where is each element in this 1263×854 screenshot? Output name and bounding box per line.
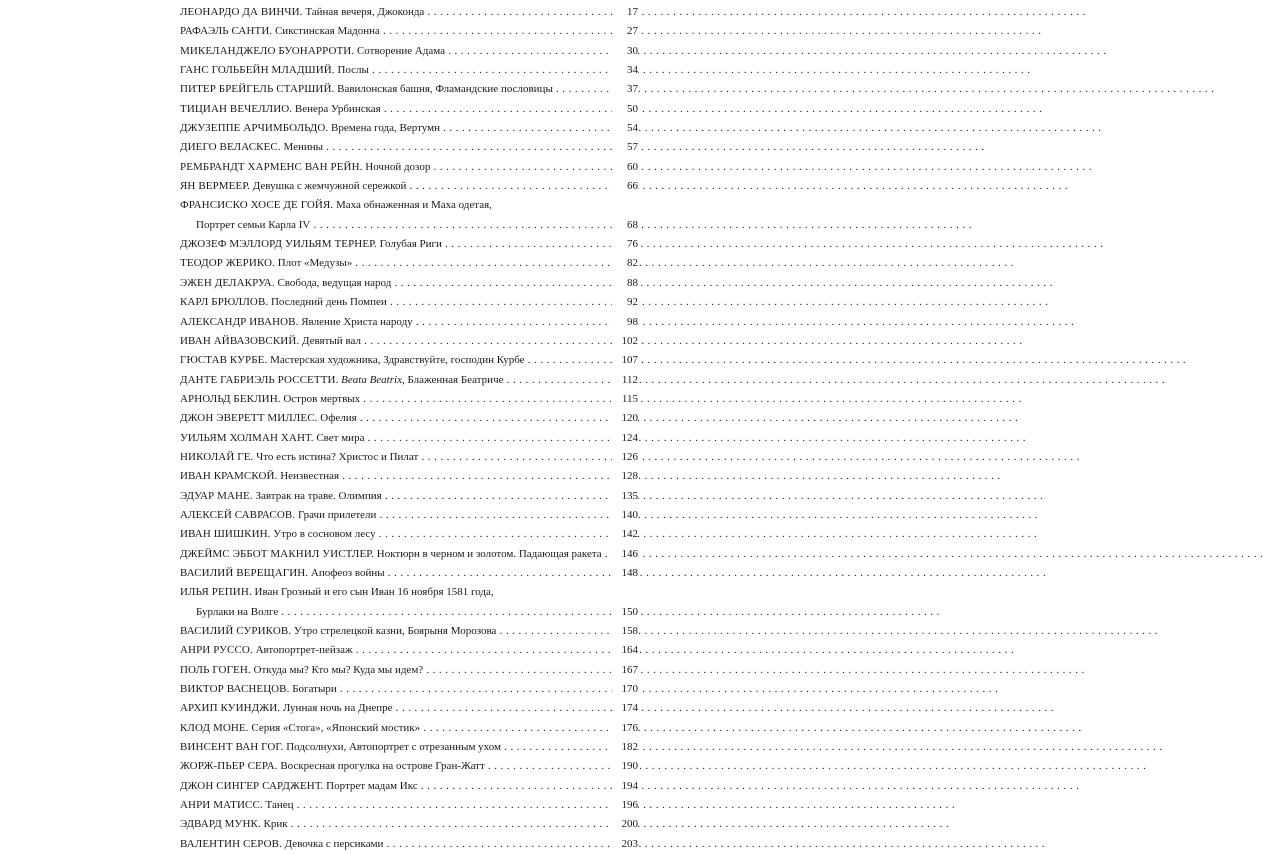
artwork-title-text: Серия «Стога», «Японский мостик» <box>251 721 421 734</box>
toc-entry <box>0 467 815 486</box>
toc-entry <box>0 216 815 235</box>
artwork-title-text: Подсолнухи, Автопортрет с отрезанным ухом <box>286 741 501 754</box>
artwork-title <box>277 277 391 289</box>
toc-entry <box>0 719 815 738</box>
artist-name: МИКЕЛАНДЖЕЛО БУОНАРРОТИ. <box>180 44 355 57</box>
page-number: 124 <box>612 429 638 448</box>
page-number: 82 <box>612 254 638 273</box>
artwork-title <box>377 548 602 560</box>
artwork-title-text: Портрет семьи Карла IV <box>196 218 311 231</box>
toc-entry-text <box>180 815 636 834</box>
toc-entry-text <box>180 409 636 428</box>
artist-name: ЭДУАР МАНЕ. <box>180 489 253 502</box>
page-number: 68 <box>612 216 638 235</box>
toc-entry-text <box>180 757 636 776</box>
page-number: 164 <box>612 641 638 660</box>
toc-entry <box>0 371 815 390</box>
artist-name: ЖОРЖ-ПЬЕР СЕРА. <box>180 760 278 773</box>
artwork-title-text: Крик <box>263 818 288 831</box>
artist-name: АНРИ РУССО. <box>180 644 253 657</box>
toc-entry <box>0 42 815 61</box>
artwork-title-text: Явление Христа народу <box>301 315 413 328</box>
toc-entry-text <box>180 429 636 448</box>
artist-name: АНРИ МАТИСС. <box>180 799 263 812</box>
artwork-title <box>253 180 407 192</box>
page-number: 135 <box>612 487 638 506</box>
toc-entry <box>0 138 815 157</box>
artist-name: ДЖОН СИНГЕР САРДЖЕНТ. <box>180 779 324 792</box>
artist-name: ЛЕОНАРДО ДА ВИНЧИ. <box>180 6 303 18</box>
artwork-title <box>285 838 384 850</box>
page-number: 176 <box>612 719 638 738</box>
artist-name: ЭДВАРД МУНК. <box>180 818 261 831</box>
toc-entry-text <box>180 796 636 815</box>
artwork-title <box>320 412 356 424</box>
artist-name: ДЖОЗЕФ МЭЛЛОРД УИЛЬЯМ ТЕРНЕР. <box>180 238 377 251</box>
artwork-title <box>357 45 445 57</box>
toc-entry <box>0 177 815 196</box>
toc-entry-text <box>180 61 636 80</box>
toc-entry-text <box>180 487 636 506</box>
artwork-title-text: Откуда мы? Кто мы? Куда мы идем? <box>253 663 424 676</box>
artist-name: АРХИП КУИНДЖИ. <box>180 702 281 715</box>
toc-entry <box>0 274 815 293</box>
artist-name: ДАНТЕ ГАБРИЭЛЬ РОССЕТТИ. <box>180 373 339 386</box>
artwork-title-text: Апофеоз войны <box>310 566 385 579</box>
artwork-title <box>286 741 501 753</box>
page-number: 150 <box>612 603 638 622</box>
artwork-title-text: Офелия <box>320 412 357 425</box>
page-number: 120 <box>612 409 638 428</box>
artwork-title <box>311 567 385 579</box>
artwork-title-text: Иван Грозный и его сын Иван 16 ноября 1581 года, <box>254 586 494 599</box>
toc-entry <box>0 351 815 370</box>
artwork-title-text: Тайная вечеря, Джоконда <box>305 6 425 18</box>
artwork-title <box>255 490 381 502</box>
toc-entry-text <box>180 545 636 564</box>
artwork-title <box>331 122 440 134</box>
page-number: 128 <box>612 467 638 486</box>
artwork-title <box>270 354 525 366</box>
toc-entry <box>0 603 815 622</box>
toc-entry-text <box>180 332 636 351</box>
toc-entry <box>0 22 815 41</box>
toc-entry-text <box>196 603 636 622</box>
page-number: 190 <box>612 757 638 776</box>
artwork-title <box>302 335 361 347</box>
artwork-title-text: Венера Урбинская <box>294 102 381 115</box>
toc-entry <box>0 525 815 544</box>
artwork-title <box>283 141 323 153</box>
toc-entry-text <box>180 680 636 699</box>
artwork-title-text: Ноктюрн в черном и золотом. Падающая ракета <box>376 547 602 560</box>
toc-entry <box>0 641 815 660</box>
artwork-title-text: Голубая Риги <box>379 238 442 251</box>
toc-entry-text <box>180 506 636 525</box>
toc-entry <box>0 796 815 815</box>
artwork-title-text: Вавилонская башня, Фламандские пословицы <box>337 83 553 96</box>
artist-name: КЛОД МОНЕ. <box>180 721 249 734</box>
toc-entry <box>0 80 815 99</box>
toc-entry <box>0 506 815 525</box>
toc-entry-text <box>180 448 636 467</box>
toc-entry-text <box>180 738 636 757</box>
toc-entry <box>0 390 815 409</box>
artist-name: ДЖУЗЕППЕ АРЧИМБОЛЬДО. <box>180 122 329 135</box>
artwork-title-text: Неизвестная <box>280 470 340 483</box>
page-number: 148 <box>612 564 638 583</box>
page-number: 66 <box>612 177 638 196</box>
toc-entry <box>0 583 815 602</box>
artist-name: ВАСИЛИЙ СУРИКОВ. <box>180 625 292 637</box>
artist-name: РЕМБРАНДТ ХАРМЕНС ВАН РЕЙН. <box>180 160 363 173</box>
toc-entry-text <box>180 835 636 854</box>
toc-entry-text <box>180 196 636 215</box>
artwork-title-text: Утро в сосновом лесу <box>273 528 376 541</box>
toc-entry-text <box>180 177 636 196</box>
toc-entry <box>0 777 815 796</box>
page-number: 146 <box>612 545 638 564</box>
artwork-title-text: Времена года, Вертумн <box>331 122 440 135</box>
artwork-title-text: Танец <box>265 799 294 812</box>
artwork-title <box>341 374 503 386</box>
toc-entry <box>0 409 815 428</box>
artist-name: ИВАН АЙВАЗОВСКИЙ. <box>180 334 300 347</box>
toc-entry <box>0 738 815 757</box>
page-number: 88 <box>612 274 638 293</box>
page-number: 203 <box>612 835 638 854</box>
artist-name: ДЖОН ЭВЕРЕТТ МИЛЛЕС. <box>180 412 318 425</box>
artwork-title <box>264 818 288 830</box>
artwork-title-text: Послы <box>337 64 369 77</box>
artist-name: АРНОЛЬД БЕКЛИН. <box>180 392 281 405</box>
toc-entry-text <box>180 661 636 680</box>
page-number: 30 <box>612 42 638 61</box>
toc-entry <box>0 293 815 312</box>
artwork-title <box>254 664 424 676</box>
toc-entry <box>0 815 815 834</box>
artwork-title <box>283 393 360 405</box>
page-number: 34 <box>612 61 638 80</box>
artist-name: ИВАН ШИШКИН. <box>180 528 271 541</box>
page-number: 102 <box>612 332 638 351</box>
page-number: 98 <box>612 313 638 332</box>
artwork-title <box>337 83 553 95</box>
artwork-title <box>295 103 381 115</box>
artist-name: ВАСИЛИЙ ВЕРЕЩАГИН. <box>180 566 309 579</box>
artwork-title-text: Остров мертвых <box>283 392 361 405</box>
artist-name: ЭЖЕН ДЕЛАКРУА. <box>180 276 275 289</box>
artwork-title-text: , Блаженная Беатриче <box>401 373 504 386</box>
artist-name: ПОЛЬ ГОГЕН. <box>180 663 251 676</box>
page-number: 142 <box>612 525 638 544</box>
toc-entry-text <box>196 216 636 235</box>
toc-entry <box>0 119 815 138</box>
artist-name: УИЛЬЯМ ХОЛМАН ХАНТ. <box>180 431 314 444</box>
artwork-title <box>336 199 492 211</box>
toc-entry <box>0 429 815 448</box>
artwork-title-text: Девочка с персиками <box>284 837 384 850</box>
artwork-title <box>316 432 364 444</box>
artist-name: ЯН ВЕРМЕЕР. <box>180 180 251 193</box>
artwork-title <box>298 509 377 521</box>
page-number: 54 <box>612 119 638 138</box>
page-number: 182 <box>612 738 638 757</box>
page-number: 200 <box>612 815 638 834</box>
artwork-title <box>305 6 424 18</box>
artwork-title <box>196 219 310 231</box>
page-number: 17 <box>612 3 638 22</box>
toc-entry <box>0 196 815 215</box>
artwork-title-text: Сикстинская Мадонна <box>274 25 380 38</box>
toc-entry <box>0 3 815 22</box>
artist-name: ВИНСЕНТ ВАН ГОГ. <box>180 741 284 754</box>
toc-entry <box>0 448 815 467</box>
page-number: 158 <box>612 622 638 641</box>
page-number: 60 <box>612 158 638 177</box>
artist-name: АЛЕКСАНДР ИВАНОВ. <box>180 315 299 328</box>
artist-name: ВИКТОР ВАСНЕЦОВ. <box>180 683 290 696</box>
artwork-title-text: Менины <box>283 141 324 154</box>
artwork-title <box>280 760 484 772</box>
toc-entry-text <box>180 22 636 41</box>
page-number: 27 <box>612 22 638 41</box>
artist-name: ВАЛЕНТИН СЕРОВ. <box>180 837 282 850</box>
artist-name: ДЖЕЙМС ЭББОТ МАКНИЛ УИСТЛЕР. <box>180 547 374 560</box>
artwork-title <box>326 780 418 792</box>
toc-entry-text <box>180 583 636 602</box>
artwork-title-text: Портрет мадам Икс <box>326 779 418 792</box>
page-number: 37 <box>612 80 638 99</box>
toc-entry-text <box>180 235 636 254</box>
artist-name: КАРЛ БРЮЛЛОВ. <box>180 296 269 309</box>
artwork-title-text: Плот «Медузы» <box>277 257 353 270</box>
toc-entry-text <box>180 525 636 544</box>
toc-entry-text <box>180 467 636 486</box>
toc-entry-text <box>180 641 636 660</box>
artist-name: ДИЕГО ВЕЛАСКЕС. <box>180 141 281 154</box>
artwork-title <box>256 644 353 656</box>
artwork-title <box>275 25 380 37</box>
artwork-title <box>196 606 278 618</box>
artwork-title-text: Лунная ночь на Днепре <box>282 702 393 715</box>
toc-entry-text <box>180 777 636 796</box>
page-number: 76 <box>612 235 638 254</box>
toc-entry <box>0 254 815 273</box>
toc-entry-text <box>180 371 636 390</box>
toc-entry <box>0 699 815 718</box>
toc-entry <box>0 622 815 641</box>
artwork-title <box>280 470 339 482</box>
toc-entry <box>0 835 815 854</box>
toc-entry-text <box>180 719 636 738</box>
page-number: 167 <box>612 661 638 680</box>
page-number: 115 <box>612 390 638 409</box>
artwork-title-text: Утро стрелецкой казни, Боярыня Морозова <box>293 625 497 637</box>
page-number: 196 <box>612 796 638 815</box>
toc-entry-text <box>180 390 636 409</box>
artwork-title-text: Свет мира <box>316 431 365 444</box>
page-number: 57 <box>612 138 638 157</box>
toc-entry <box>0 158 815 177</box>
artwork-title-text: Что есть истина? Христос и Пилат <box>256 450 419 463</box>
artwork-title <box>255 586 494 598</box>
toc-entry <box>0 313 815 332</box>
artwork-title <box>266 799 294 811</box>
toc-entry <box>0 680 815 699</box>
toc-entry-text <box>180 158 636 177</box>
artwork-title <box>273 528 375 540</box>
toc-entry <box>0 487 815 506</box>
artwork-title-text: Воскресная прогулка на острове Гран-Жатт <box>280 760 485 773</box>
artwork-title-text: Грачи прилетели <box>297 508 377 521</box>
page-number: 112 <box>612 371 638 390</box>
artist-name: НИКОЛАЙ ГЕ. <box>180 450 254 463</box>
toc-entry-text <box>180 119 636 138</box>
artwork-title-text: Автопортрет-пейзаж <box>255 644 353 657</box>
artist-name: ИВАН КРАМСКОЙ. <box>180 470 278 483</box>
artwork-title-text: Ночной дозор <box>365 160 431 173</box>
toc-entry-text <box>180 351 636 370</box>
page-number: 107 <box>612 351 638 370</box>
artwork-title <box>337 64 368 76</box>
artist-name: ПИТЕР БРЕЙГЕЛЬ СТАРШИЙ. <box>180 83 335 96</box>
toc-entry-text <box>180 3 636 22</box>
artist-name: ГАНС ГОЛЬБЕЙН МЛАДШИЙ. <box>180 64 335 77</box>
artist-name: ИЛЬЯ РЕПИН. <box>180 586 252 599</box>
toc-entry-text <box>180 80 636 99</box>
toc-entry <box>0 564 815 583</box>
page-number: 170 <box>612 680 638 699</box>
toc-entry-text <box>180 564 636 583</box>
artist-name: АЛЕКСЕЙ САВРАСОВ. <box>180 508 296 521</box>
page-number: 126 <box>612 448 638 467</box>
artwork-title <box>271 296 387 308</box>
artwork-title-text: Бурлаки на Волге <box>196 605 279 618</box>
toc-entry-text <box>180 138 636 157</box>
toc-entry-text <box>180 699 636 718</box>
artwork-title <box>283 702 393 714</box>
toc-entry-text <box>180 100 636 119</box>
toc-entry-text <box>180 254 636 273</box>
toc-entry <box>0 235 815 254</box>
toc-entry <box>0 61 815 80</box>
artwork-title <box>251 722 420 734</box>
toc-entry <box>0 545 815 564</box>
artwork-title-italic: Beata Beatrix <box>341 373 402 386</box>
artist-name: ТЕОДОР ЖЕРИКО. <box>180 257 275 270</box>
artwork-title-text: Богатыри <box>292 683 337 696</box>
artwork-title-text: Мастерская художника, Здравствуйте, господин Курбе <box>270 354 525 367</box>
toc-entry-text <box>180 622 636 641</box>
toc-entry <box>0 757 815 776</box>
toc-entry-text <box>180 313 636 332</box>
toc-entry-text <box>180 293 636 312</box>
toc-entry-text <box>180 274 636 293</box>
page-number: 194 <box>612 777 638 796</box>
artwork-title-text: Девятый вал <box>301 334 361 347</box>
artwork-title-text: Свобода, ведущая народ <box>277 276 392 289</box>
artwork-title-text: Завтрак на траве. Олимпия <box>255 489 382 502</box>
artwork-title <box>256 451 418 463</box>
artwork-title <box>278 257 353 269</box>
artist-name: ГЮСТАВ КУРБЕ. <box>180 354 268 367</box>
artwork-title-text: Девушка с жемчужной сережкой <box>252 180 407 193</box>
page-number: 174 <box>612 699 638 718</box>
artwork-title <box>294 625 497 637</box>
artwork-title-text: Сотворение Адама <box>356 44 446 57</box>
artist-name: ТИЦИАН ВЕЧЕЛЛИО. <box>180 102 293 115</box>
artwork-title <box>292 683 337 695</box>
toc-entry <box>0 100 815 119</box>
page-number: 50 <box>612 100 638 119</box>
artwork-title-text: Последний день Помпеи <box>270 296 387 309</box>
toc-entry <box>0 332 815 351</box>
page-number: 140 <box>612 506 638 525</box>
page-number: 92 <box>612 293 638 312</box>
toc-entry-text <box>180 42 636 61</box>
artwork-title <box>380 238 442 250</box>
toc-entry <box>0 661 815 680</box>
artist-name: РАФАЭЛЬ САНТИ. <box>180 25 273 38</box>
artwork-title-text: Маха обнаженная и Маха одетая, <box>336 199 492 212</box>
table-of-contents <box>0 3 815 854</box>
artist-name: ФРАНСИСКО ХОСЕ ДЕ ГОЙЯ. <box>180 199 334 212</box>
artwork-title <box>365 161 430 173</box>
artwork-title <box>301 316 413 328</box>
